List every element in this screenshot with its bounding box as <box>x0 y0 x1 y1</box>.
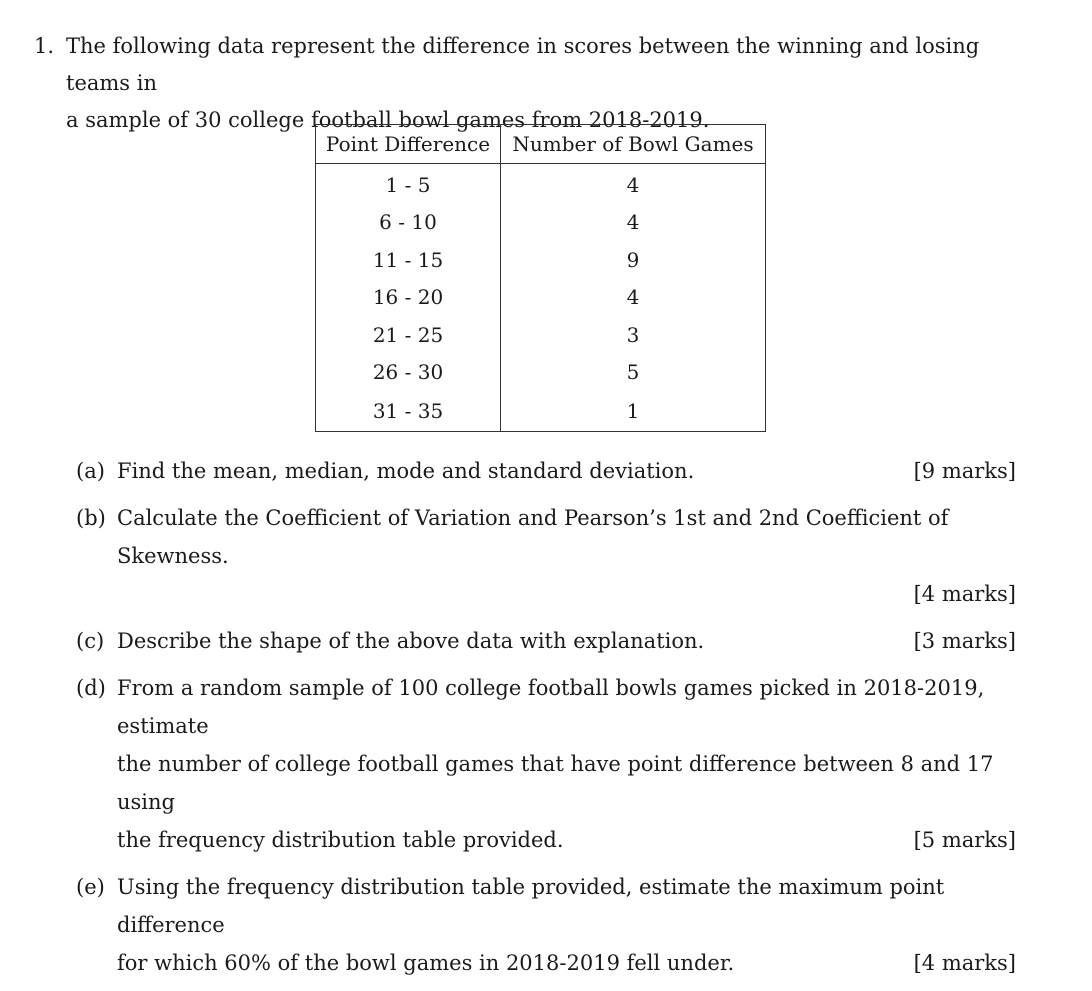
range-cell: 11 - 15 <box>316 241 501 279</box>
table-row <box>316 279 766 317</box>
table-row <box>316 316 766 354</box>
part-a <box>76 452 1016 490</box>
part-label: (e) <box>76 875 105 899</box>
range-cell: 21 - 25 <box>316 316 501 354</box>
header-number-of-games: Number of Bowl Games <box>501 125 766 164</box>
question-block <box>34 28 1024 139</box>
range-cell: 26 - 30 <box>316 354 501 392</box>
part-text-line3: the frequency distribution table provided. <box>117 828 564 852</box>
part-e <box>76 868 1016 982</box>
table-row <box>316 391 766 432</box>
part-text-line1: Using the frequency distribution table provided, estimate the maximum point difference <box>117 875 945 937</box>
part-label: (a) <box>76 459 105 483</box>
part-b <box>76 499 1016 613</box>
table-row <box>316 164 766 204</box>
part-label: (d) <box>76 676 106 700</box>
count-cell: 5 <box>501 354 766 392</box>
part-text-line2: for which 60% of the bowl games in 2018-2019 fell under. <box>117 951 735 975</box>
count-cell: 4 <box>501 279 766 317</box>
count-cell: 4 <box>501 164 766 204</box>
range-cell: 6 - 10 <box>316 204 501 242</box>
question-text-line2: a sample of 30 college football bowl games from 2018-2019. <box>66 108 710 132</box>
question-number: 1. <box>34 34 55 58</box>
part-d <box>76 669 1016 859</box>
question-parts <box>76 452 1016 991</box>
table-header-row <box>316 125 766 164</box>
question-text-line1: The following data represent the difference in scores between the winning and losing teams in <box>66 34 980 95</box>
count-cell: 9 <box>501 241 766 279</box>
part-c <box>76 622 1016 660</box>
marks-label: [5 marks] <box>913 828 1016 852</box>
count-cell: 3 <box>501 316 766 354</box>
marks-label: [9 marks] <box>913 459 1016 483</box>
range-cell: 1 - 5 <box>316 164 501 204</box>
part-text-line2: the number of college football games that have point difference between 8 and 17 using <box>117 752 994 814</box>
table-row <box>316 241 766 279</box>
marks-label: [3 marks] <box>913 629 1016 653</box>
range-cell: 31 - 35 <box>316 391 501 432</box>
count-cell: 1 <box>501 391 766 432</box>
table-row <box>316 354 766 392</box>
header-point-difference: Point Difference <box>316 125 501 164</box>
marks-label: [4 marks] <box>913 951 1016 975</box>
table-row <box>316 204 766 242</box>
question-text <box>66 28 1024 139</box>
part-text: Describe the shape of the above data with explanation. <box>117 629 705 653</box>
range-cell: 16 - 20 <box>316 279 501 317</box>
question-intro <box>34 28 1024 139</box>
count-cell: 4 <box>501 204 766 242</box>
part-label: (c) <box>76 629 105 653</box>
part-text-line1: From a random sample of 100 college football bowls games picked in 2018-2019, estimate <box>117 676 985 738</box>
part-label: (b) <box>76 506 106 530</box>
frequency-table <box>315 124 766 432</box>
part-text: Find the mean, median, mode and standard deviation. <box>117 459 695 483</box>
part-text: Calculate the Coefficient of Variation and Pearson’s 1st and 2nd Coefficient of Skewness. <box>117 506 949 568</box>
marks-label: [4 marks] <box>913 582 1016 606</box>
